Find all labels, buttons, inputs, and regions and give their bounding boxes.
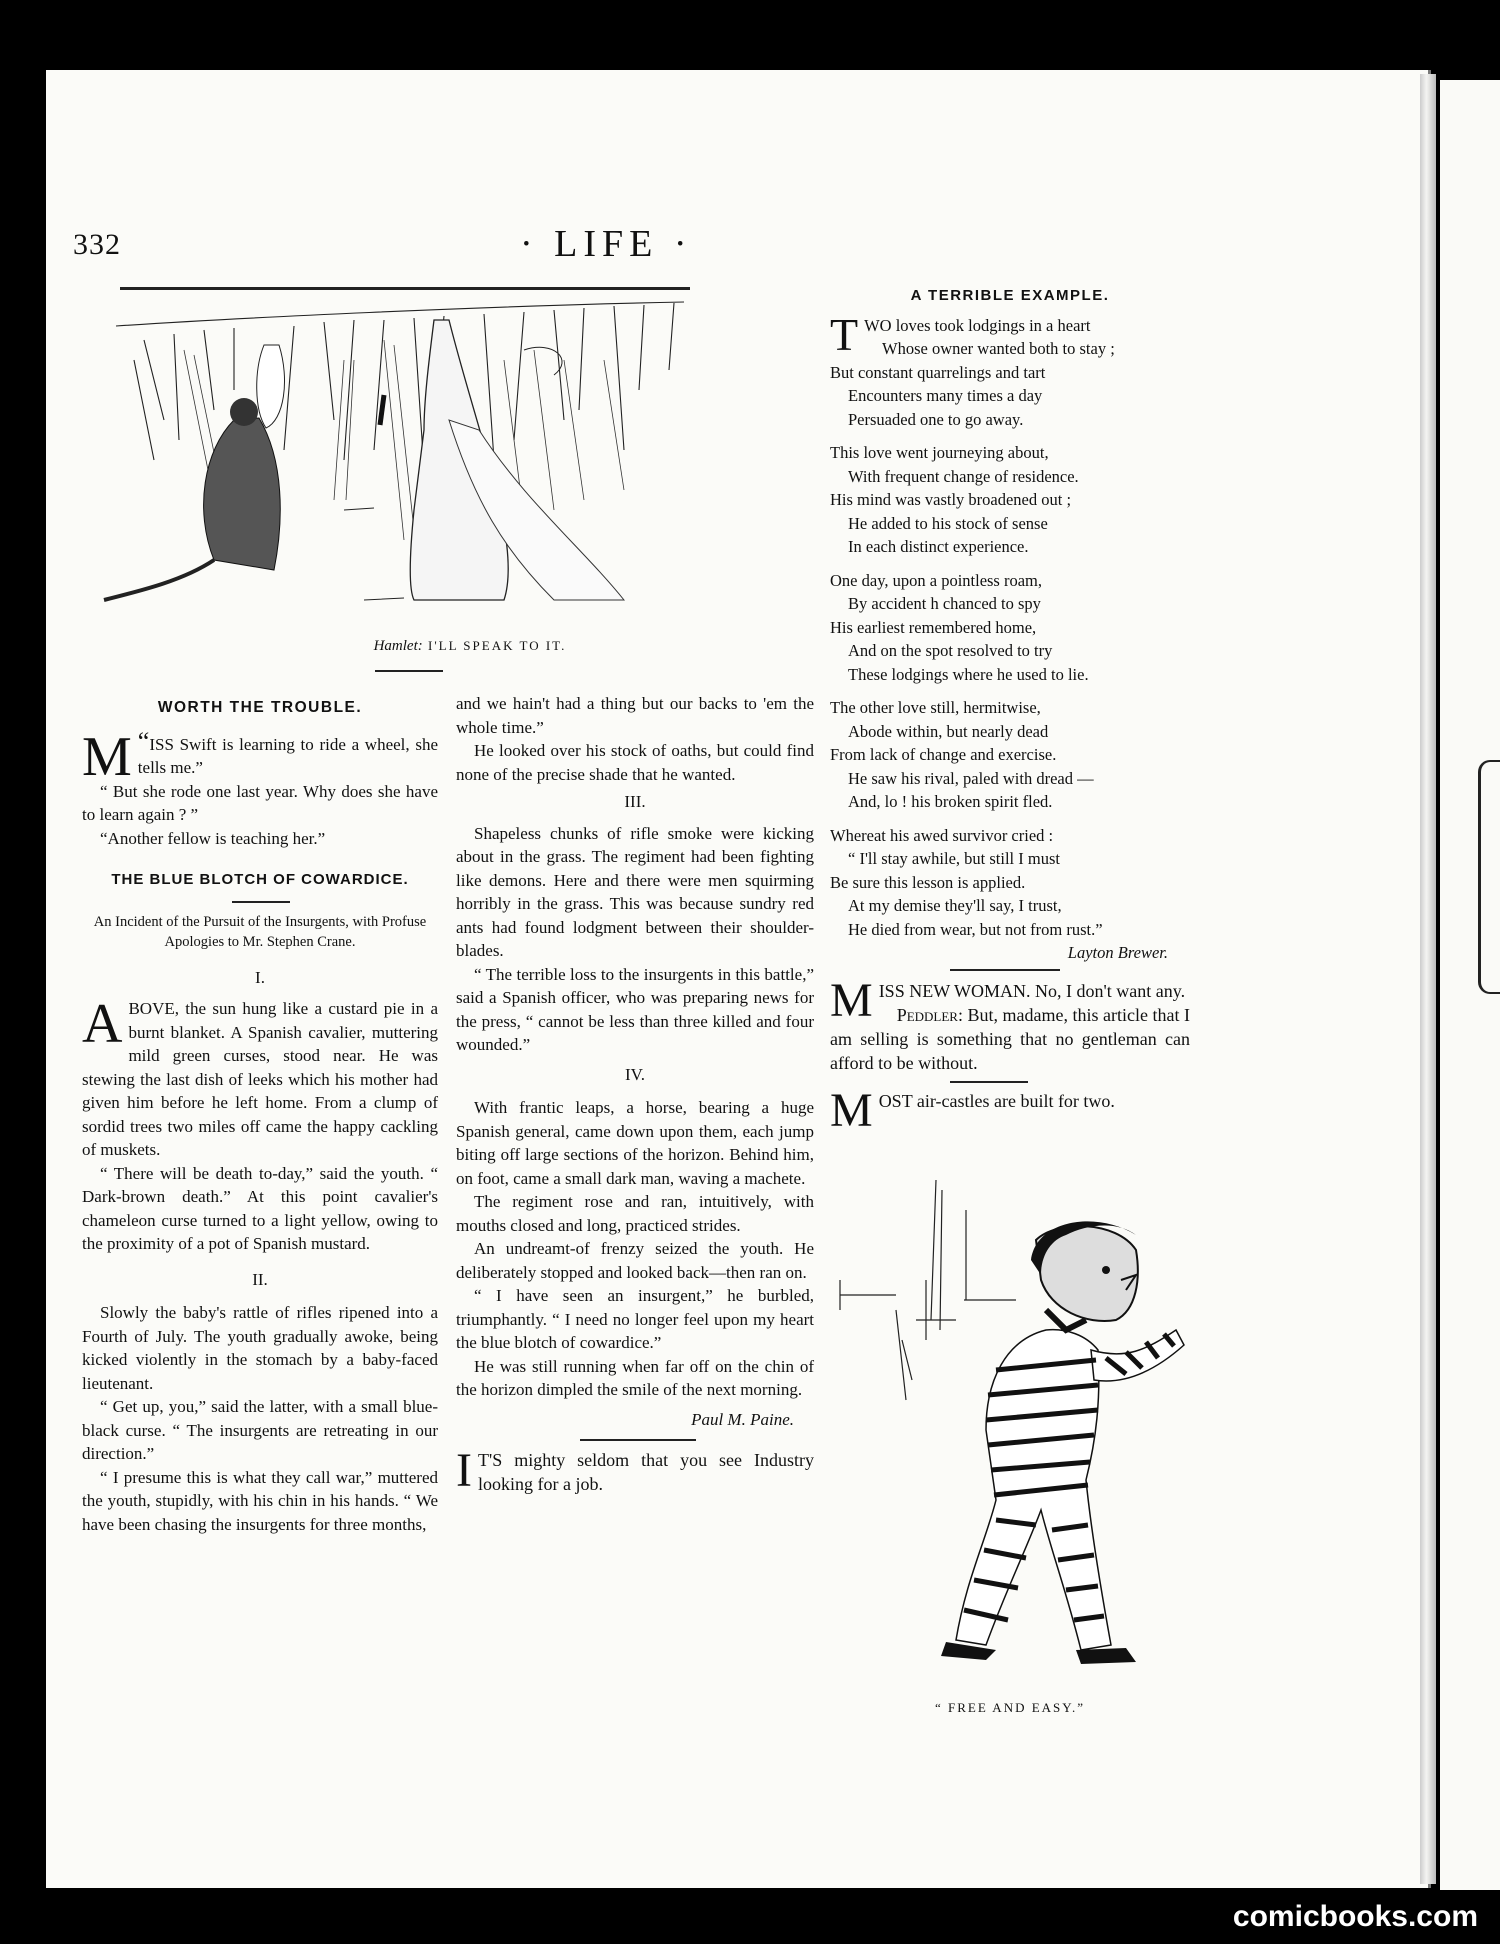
poem-line-20: And, lo ! his broken spirit fled.: [848, 792, 1053, 811]
column-middle: [456, 692, 814, 1496]
blotch-subtitle: An Incident of the Pursuit of the Insurgents, with Profuse Apologies to Mr. Stephen Crane.: [93, 913, 427, 950]
poem-line-11: One day, upon a pointless roam,: [830, 570, 1043, 590]
industry-text: T'S mighty seldom that you see Industry looking for a job.: [477, 1450, 814, 1494]
worth-text-1: ISS Swift is learning to ride a wheel, she tells me.”: [137, 734, 438, 777]
poem-line-15: These lodgings where he used to lie.: [848, 664, 1089, 684]
convict-illustration: [836, 1180, 1196, 1690]
worth-heading: WORTH THE TROUBLE.: [157, 699, 363, 716]
poem-line-19: He saw his rival, paled with dread —: [848, 768, 1094, 788]
convict-caption: “ FREE AND EASY.”: [934, 1700, 1086, 1715]
blotch-paragraph-10: With frantic leaps, a horse, bearing a huge Spanish general, came down upon them, each jump biting off large sections of the horizon. Behind him, on foot, came a small dark man, waving a machete.: [456, 1098, 814, 1188]
poem-line-8: His mind was vastly broadened out ;: [830, 490, 1072, 509]
blotch-paragraph-13: “ I have seen an insurgent,” he burbled, triumphantly. “ I need no longer feel upon my heart the blue blotch of cowardice.”: [456, 1286, 814, 1352]
blotch-paragraph-6: and we hain't had a thing but our backs to 'em the whole time.”: [456, 694, 814, 737]
poem-stanza-1: [830, 308, 1190, 432]
poem-stanza-2: [830, 441, 1190, 559]
newwoman-text-2: But, madame, this article that I am selling is something that no gentleman can afford to be without.: [830, 1004, 1190, 1073]
masthead-rule: [120, 287, 690, 290]
poem-line-21: Whereat his awed survivor cried :: [830, 825, 1054, 845]
blotch-text-1: BOVE, the sun hung like a custard pie in a burnt blanket. A Spanish cavalier, muttering mild green curses, stood near. He was stewing the last dish of leeks which his mother had given him before he left home. From a clump of sordid trees two miles off came the happy cackling of muskets.: [82, 999, 438, 1159]
poem-line-5: Persuaded one to go away.: [848, 409, 1024, 429]
hamlet-caption-speaker: Hamlet:: [373, 638, 423, 654]
poem-line-6: This love went journeying about,: [830, 443, 1049, 462]
poem-line-23: Be sure this lesson is applied.: [830, 872, 1026, 892]
blotch-paragraph-14: He was still running when far off on the chin of the horizon dimpled the smile of the next morning.: [456, 1356, 814, 1399]
adjacent-page-bracket: [1478, 760, 1500, 994]
poem-line-1-text: WO loves took lodgings in a heart: [864, 315, 1091, 335]
column-right: [830, 284, 1190, 1137]
newwoman-paragraph-2: [830, 1003, 1190, 1075]
worth-open-quote: “: [137, 726, 150, 756]
poem-stanza-3: [830, 569, 1190, 687]
poem-line-9: He added to his stock of sense: [848, 513, 1048, 533]
watermark: comicbooks.com: [1232, 1900, 1478, 1933]
industry-rule: [580, 1439, 696, 1441]
poem-drop-cap: T: [830, 308, 859, 360]
aircastles-text: OST air-castles are built for two.: [878, 1090, 1115, 1111]
poem-line-3: But constant quarrelings and tart: [830, 362, 1046, 382]
newwoman-speaker: Peddler:: [896, 1004, 963, 1025]
blotch-paragraph-1: [82, 993, 438, 1162]
blotch-section-3: III.: [624, 792, 646, 811]
worth-drop-cap: M: [82, 725, 132, 788]
hamlet-caption: [260, 638, 680, 655]
poem-heading: A TERRIBLE EXAMPLE.: [910, 287, 1110, 304]
poem-line-2: Whose owner wanted both to stay ;: [882, 339, 1115, 358]
blotch-paragraph-12: An undreamt-of frenzy seized the youth. He deliberately stopped and looked back—then ran on.: [456, 1239, 814, 1282]
aircastles-drop-cap: M: [830, 1083, 873, 1137]
worth-paragraph-3: “Another fellow is teaching her.”: [100, 828, 326, 848]
poem-signature: Layton Brewer.: [1067, 943, 1168, 962]
blotch-paragraph-11: The regiment rose and ran, intuitively, with mouths closed and long, practiced strides.: [456, 1192, 814, 1235]
poem-stanza-4: [830, 696, 1190, 814]
poem-stanza-5: [830, 824, 1190, 942]
poem-line-16: The other love still, hermitwise,: [830, 698, 1041, 717]
poem-line-7: With frequent change of residence.: [848, 466, 1079, 486]
blotch-paragraph-2: “ There will be death to-day,” said the youth. “ Dark-brown death.” At this point cavalier's chameleon curse turned to a light yellow, owing to the proximity of a pot of Spanish mustard.: [82, 1163, 438, 1253]
blotch-paragraph-8: Shapeless chunks of rifle smoke were kicking about in the grass. The regiment had been fighting like demons. Here and there were men squirming horribly in the grass. This was because sundry red ants had found lodgment between their shoulder-blades.: [456, 823, 814, 960]
page-number: 332: [73, 228, 121, 261]
worth-paragraph-2: “ But she rode one last year. Why does she have to learn again ? ”: [82, 781, 438, 824]
hamlet-illustration: [84, 300, 774, 628]
masthead-title: · LIFE ·: [520, 223, 693, 265]
column-left: [82, 696, 438, 1536]
hamlet-caption-text: I'LL SPEAK TO IT.: [427, 638, 567, 653]
poem-line-25: He died from wear, but not from rust.”: [848, 919, 1103, 939]
aircastles-rule: [950, 1081, 1028, 1083]
poem-line-12: By accident h chanced to spy: [848, 594, 1041, 613]
blotch-rule: [232, 901, 290, 903]
blotch-section-1: I.: [255, 967, 265, 987]
poem-line-14: And on the spot resolved to try: [848, 641, 1053, 660]
blotch-paragraph-3: Slowly the baby's rattle of rifles ripened into a Fourth of July. The youth gradually awoke, being kicked violently in the stomach by a baby-faced lieutenant.: [82, 1303, 438, 1393]
newwoman-text-1: ISS NEW WOMAN. No, I don't want any.: [878, 980, 1186, 1001]
newwoman-rule: [950, 969, 1060, 971]
blotch-paragraph-7: He looked over his stock of oaths, but could find none of the precise shade that he wanted.: [456, 741, 814, 784]
aircastles-paragraph: [830, 1083, 1190, 1137]
blotch-paragraph-4: “ Get up, you,” said the latter, with a small blue-black curse. “ The insurgents are retreating in our direction.”: [82, 1397, 438, 1463]
poem-line-17: Abode within, but nearly dead: [848, 721, 1049, 741]
page-gutter: [1420, 74, 1436, 1884]
blotch-section-2: II.: [252, 1269, 268, 1289]
poem-line-22: “ I'll stay awhile, but still I must: [848, 849, 1060, 868]
poem-line-4: Encounters many times a day: [848, 386, 1043, 405]
poem-line-24: At my demise they'll say, I trust,: [848, 896, 1062, 915]
blotch-paragraph-5: “ I presume this is what they call war,” muttered the youth, stupidly, with his chin in his hands. “ We have been chasing the insurgents for three months,: [82, 1467, 438, 1534]
poem-line-10: In each distinct experience.: [848, 537, 1029, 556]
poem-line-13: His earliest remembered home,: [830, 617, 1037, 637]
blotch-signature: Paul M. Paine.: [691, 1409, 794, 1429]
blotch-heading: THE BLUE BLOTCH OF COWARDICE.: [111, 871, 409, 888]
blotch-section-4: IV.: [625, 1064, 645, 1084]
newwoman-drop-cap: M: [830, 973, 873, 1027]
poem-line-18: From lack of change and exercise.: [830, 745, 1057, 764]
worth-paragraph-1: [82, 725, 438, 788]
blotch-paragraph-9: “ The terrible loss to the insurgents in this battle,” said a Spanish officer, who was preparing news for the press, “ cannot be less than three killed and four wounded.”: [456, 964, 814, 1054]
industry-paragraph: [456, 1444, 814, 1497]
blotch-drop-cap: A: [82, 993, 123, 1055]
caption-rule: [375, 670, 443, 672]
industry-drop-cap: I: [456, 1444, 472, 1497]
